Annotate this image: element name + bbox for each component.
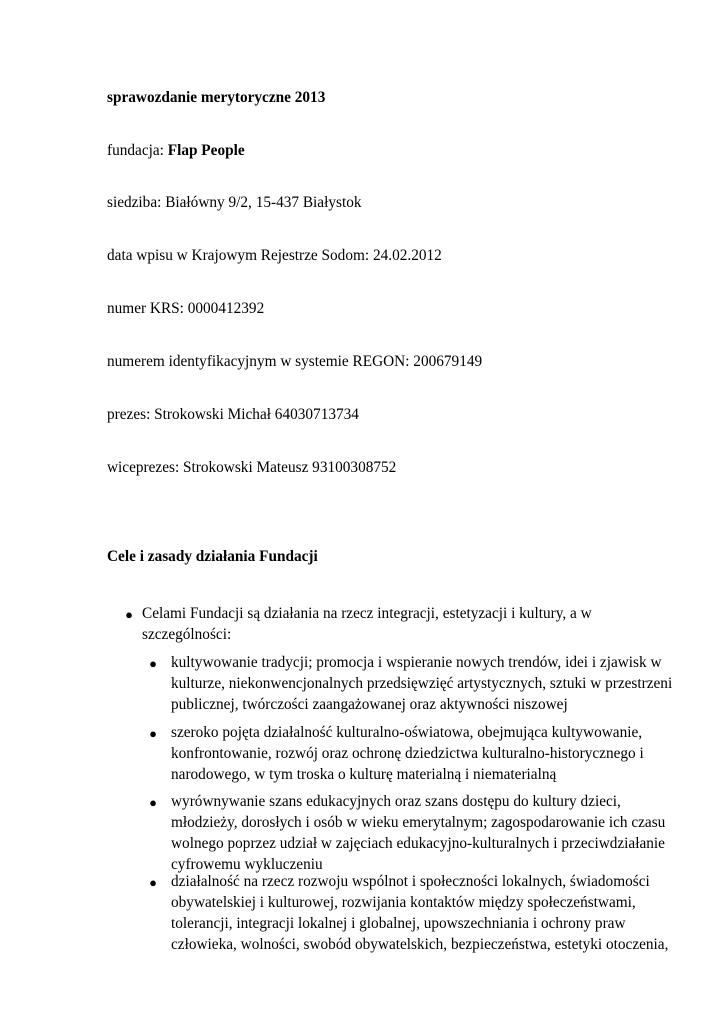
vice-president-line: wiceprezes: Strokowski Mateusz 93100308752: [107, 459, 397, 476]
bullet-marker: ●: [149, 875, 157, 890]
sub-point-line: konfrontowanie, rozwój oraz ochronę dziedzictwa kulturalno-historycznego i: [171, 745, 644, 762]
sub-point: [171, 652, 673, 715]
sub-point: [171, 791, 666, 875]
sub-point-line: publicznej, twórczości zaangażowanej oraz aktywności niszowej: [171, 696, 568, 713]
sub-point-line: człowieka, wolności, swobód obywatelskich, bezpieczeństwa, estetyki otoczenia,: [171, 936, 669, 953]
bullet-marker: ●: [149, 726, 157, 741]
foundation-name: Flap People: [167, 142, 245, 159]
bullet-marker: ●: [125, 607, 133, 622]
sub-point-line: wyrównywanie szans edukacyjnych oraz szans dostępu do kultury dzieci,: [171, 793, 621, 810]
sub-point-line: tolerancji, integracji lokalnej i globalnej, upowszechniania i ochrony praw: [171, 915, 626, 932]
bullet-marker: ●: [149, 795, 157, 810]
section-heading: Cele i zasady działania Fundacji: [107, 548, 318, 565]
main-point: [142, 603, 592, 645]
sub-point-line: szeroko pojęta działalność kulturalno-oświatowa, obejmująca kultywowanie,: [171, 724, 643, 741]
sub-point-line: narodowego, w tym troska o kulturę materialną i niematerialną: [171, 766, 557, 783]
seat-line: siedziba: Białówny 9/2, 15-437 Białystok: [107, 194, 362, 211]
main-point-line: szczególności:: [142, 626, 232, 643]
main-point-line: Celami Fundacji są działania na rzecz integracji, estetyzacji i kultury, a w: [142, 605, 592, 622]
sub-point-line: obywatelskiej i kulturowej, rozwijania kontaktów między społeczeństwami,: [171, 894, 636, 911]
sub-point-line: wolnego poprzez udział w zajęciach edukacyjno-kulturalnych i przeciwdziałanie: [171, 835, 665, 852]
registry-date-line: data wpisu w Krajowym Rejestrze Sodom: 24.02.2012: [107, 247, 442, 264]
sub-point-line: działalność na rzecz rozwoju wspólnot i społeczności lokalnych, świadomości: [171, 873, 650, 890]
foundation-line: [107, 142, 245, 160]
sub-point-line: młodzieży, dorosłych i osób w wieku emerytalnym; zagospodarowanie ich czasu: [171, 814, 666, 831]
report-title: sprawozdanie merytoryczne 2013: [107, 89, 326, 106]
president-line: prezes: Strokowski Michał 64030713734: [107, 406, 359, 423]
bullet-marker: ●: [149, 656, 157, 671]
sub-point-line: kultywowanie tradycji; promocja i wspieranie nowych trendów, idei i zjawisk w: [171, 654, 662, 671]
sub-point-line: cyfrowemu wykluczeniu: [171, 856, 323, 873]
regon-line: numerem identyfikacyjnym w systemie REGON: 200679149: [107, 353, 483, 370]
sub-point: [171, 722, 651, 785]
sub-point: [171, 871, 669, 955]
krs-line: numer KRS: 0000412392: [107, 300, 265, 317]
foundation-label: fundacja:: [107, 142, 168, 159]
sub-point-line: kulturze, niekonwencjonalnych przedsięwzięć artystycznych, sztuki w przestrzeni: [171, 675, 673, 692]
